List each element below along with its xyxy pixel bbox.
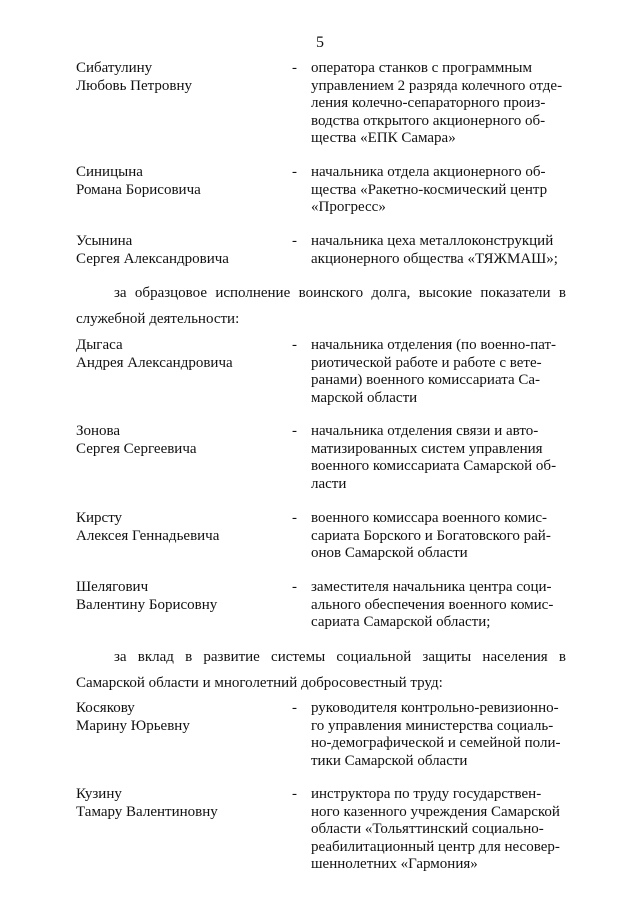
dash: - <box>292 337 297 353</box>
position-text: военного комиссара военного комис- сариата Борского и Богатовского рай- онов Самарской области <box>311 510 551 561</box>
person-name: Косякову Марину Юрьевну <box>76 700 190 734</box>
page-number: 5 <box>316 34 324 51</box>
position-text: инструктора по труду государствен- ного казенного учреждения Самарской области «Тольяттинский социально- реабилитационный центр для несовер- шеннолетних «Гармония» <box>311 786 560 872</box>
position-text: начальника отдела акционерного об- щества «Ракетно-космический центр «Прогресс» <box>311 164 548 215</box>
dash: - <box>292 786 297 802</box>
person-name: Кузину Тамару Валентиновну <box>76 786 218 820</box>
person-name: Дыгаса Андрея Александровича <box>76 337 233 371</box>
person-name: Кирсту Алексея Геннадьевича <box>76 510 220 544</box>
position-text: руководителя контрольно-ревизионно- го управления министерства социаль- но-демографической и семейной поли- тики Самарской области <box>311 700 561 769</box>
position-text: оператора станков с программным управлением 2 разряда колечного отде- ления колечно-сепараторного произ- водства открытого акционерного об- щества «ЕПК Самара» <box>311 60 563 146</box>
dash: - <box>292 579 297 595</box>
dash: - <box>292 164 297 180</box>
position-text: начальника цеха металлоконструкций акционерного общества «ТЯЖМАШ»; <box>311 233 558 267</box>
position-text: начальника отделения связи и авто- матизированных систем управления военного комиссариата Самарской об- ласти <box>311 423 557 492</box>
dash: - <box>292 423 297 439</box>
person-name: Шелягович Валентину Борисовну <box>76 579 218 613</box>
dash: - <box>292 700 297 716</box>
section-heading: за образцовое исполнение воинского долга, высокие показатели в служебной деятельности: <box>76 285 566 327</box>
dash: - <box>292 60 297 76</box>
dash: - <box>292 510 297 526</box>
dash: - <box>292 233 297 249</box>
person-name: Сибатулину Любовь Петровну <box>76 60 193 94</box>
person-name: Синицына Романа Борисовича <box>76 164 201 198</box>
position-text: заместителя начальника центра соци- ального обеспечения военного комис- сариата Самарской области; <box>311 579 554 630</box>
person-name: Усынина Сергея Александровича <box>76 233 229 267</box>
position-text: начальника отделения (по военно-пат- риотической работе и работе с вете- ранами) военного комиссариата Са- марской области <box>311 337 557 406</box>
person-name: Зонова Сергея Сергеевича <box>76 423 197 457</box>
section-heading: за вклад в развитие системы социальной защиты населения в Самарской области и многолетний добросовестный труд: <box>76 649 566 691</box>
